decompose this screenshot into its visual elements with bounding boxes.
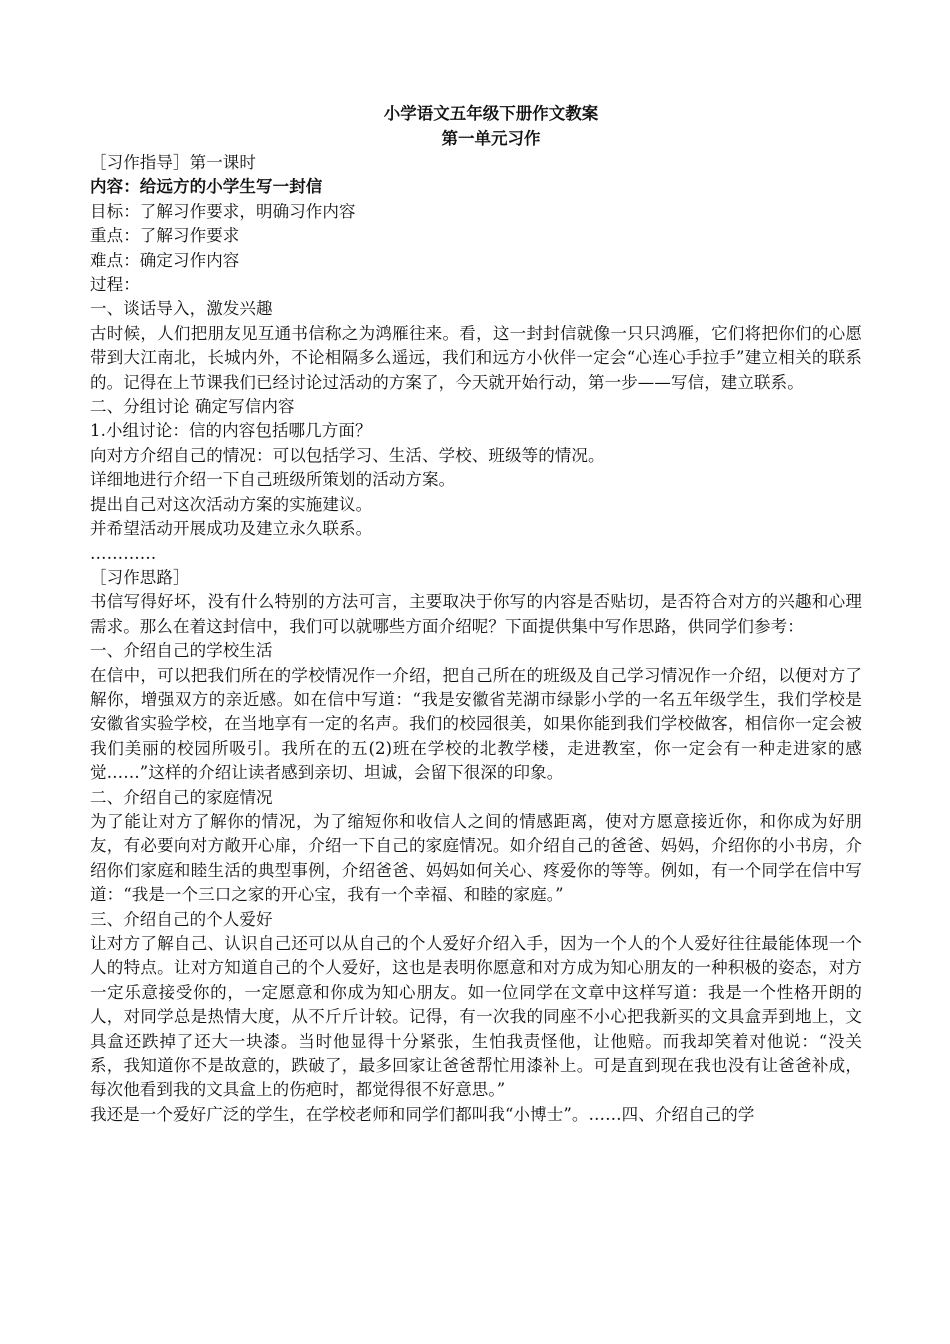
paragraph: 为了能让对方了解你的情况，为了缩短你和收信人之间的情感距离，使对方愿意接近你，和你成为好朋友，有必要向对方敞开心扉，介绍一下自己的家庭情况。如介绍自己的爸爸、妈妈，介绍你的小书房，介绍你们家庭和睦生活的典型事例，介绍爸爸、妈妈如何关心、疼爱你的等等。例如，有一个同学在信中写道：“我是一个三口之家的开心宝，我有一个幸福、和睦的家庭。” <box>90 811 862 905</box>
paragraph: 1.小组讨论：信的内容包括哪几方面？ <box>90 421 372 441</box>
paragraph: 三、介绍自己的个人爱好 <box>90 909 273 929</box>
paragraph: 一、谈话导入，激发兴趣 <box>90 299 273 319</box>
paragraph: 重点：了解习作要求 <box>90 226 240 246</box>
document-subtitle: 第一单元习作 <box>441 129 541 148</box>
paragraph: 书信写得好坏，没有什么特别的方法可言，主要取决于你写的内容是否贴切，是否符合对方的兴趣和心理需求。那么在着这封信中，我们可以就哪些方面介绍呢？下面提供集中写作思路，供同学们参考： <box>90 592 862 636</box>
paragraph: ………… <box>90 543 157 563</box>
paragraph: 古时候，人们把朋友见互通书信称之为鸿雁往来。看，这一封封信就像一只只鸿雁，它们将把你们的心愿带到大江南北，长城内外，不论相隔多么遥远，我们和远方小伙伴一定会“心连心手拉手”建立相关的联系的。记得在上节课我们已经讨论过活动的方案了，今天就开始行动，第一步——写信，建立联系。 <box>90 323 862 392</box>
paragraph: 难点：确定习作内容 <box>90 250 240 270</box>
paragraph: 一、介绍自己的学校生活 <box>90 641 273 661</box>
paragraph: ［习作指导］第一课时 <box>90 153 256 172</box>
paragraph: 过程： <box>90 275 140 295</box>
paragraph: 目标：了解习作要求，明确习作内容 <box>90 201 356 221</box>
paragraph: 向对方介绍自己的情况：可以包括学习、生活、学校、班级等的情况。 <box>90 445 605 465</box>
paragraph: ［习作思路］ <box>90 567 190 587</box>
paragraph: 并希望活动开展成功及建立永久联系。 <box>90 519 373 539</box>
paragraph: 详细地进行介绍一下自己班级所策划的活动方案。 <box>90 470 456 490</box>
paragraph: 我还是一个爱好广泛的学生，在学校老师和同学们都叫我“小博士”。……四、介绍自己的学 <box>90 1104 755 1124</box>
paragraph: 内容：给远方的小学生写一封信 <box>90 177 323 197</box>
paragraph: 二、介绍自己的家庭情况 <box>90 787 273 807</box>
paragraph: 二、分组讨论 确定写信内容 <box>90 397 295 417</box>
paragraph: 在信中，可以把我们所在的学校情况作一介绍，把自己所在的班级及自己学习情况作一介绍，以便对方了解你，增强双方的亲近感。如在信中写道：“我是安徽省芜湖市绿影小学的一名五年级学生，我们学校是安徽省实验学校，在当地享有一定的名声。我们的校园很美，如果你能到我们学校做客，相信你一定会被我们美丽的校园所吸引。我所在的五(2)班在学校的北教学楼，走进教室，你一定会有一种走进家的感觉……”这样的介绍让读者感到亲切、坦诚，会留下很深的印象。 <box>90 665 862 783</box>
document-body <box>90 151 862 1127</box>
document-title: 小学语文五年级下册作文教案 <box>383 104 599 123</box>
paragraph: 提出自己对这次活动方案的实施建议。 <box>90 494 373 514</box>
paragraph: 让对方了解自己、认识自己还可以从自己的个人爱好介绍入手，因为一个人的个人爱好往往最能体现一个人的特点。让对方知道自己的个人爱好，这也是表明你愿意和对方成为知心朋友的一种积极的姿态，对方一定乐意接受你的，一定愿意和你成为知心朋友。如一位同学在文章中这样写道：我是一个性格开朗的人，对同学总是热情大度，从不斤斤计较。记得，有一次我的同座不小心把我新买的文具盒弄到地上，文具盒还跌掉了还大一块漆。当时他显得十分紧张，生怕我责怪他，让他赔。而我却笑着对他说：“没关系，我知道你不是故意的，跌破了，最多回家让爸爸帮忙用漆补上。可是直到现在我也没有让爸爸补成，每次他看到我的文具盒上的伤疤时，都觉得很不好意思。” <box>90 934 862 1100</box>
